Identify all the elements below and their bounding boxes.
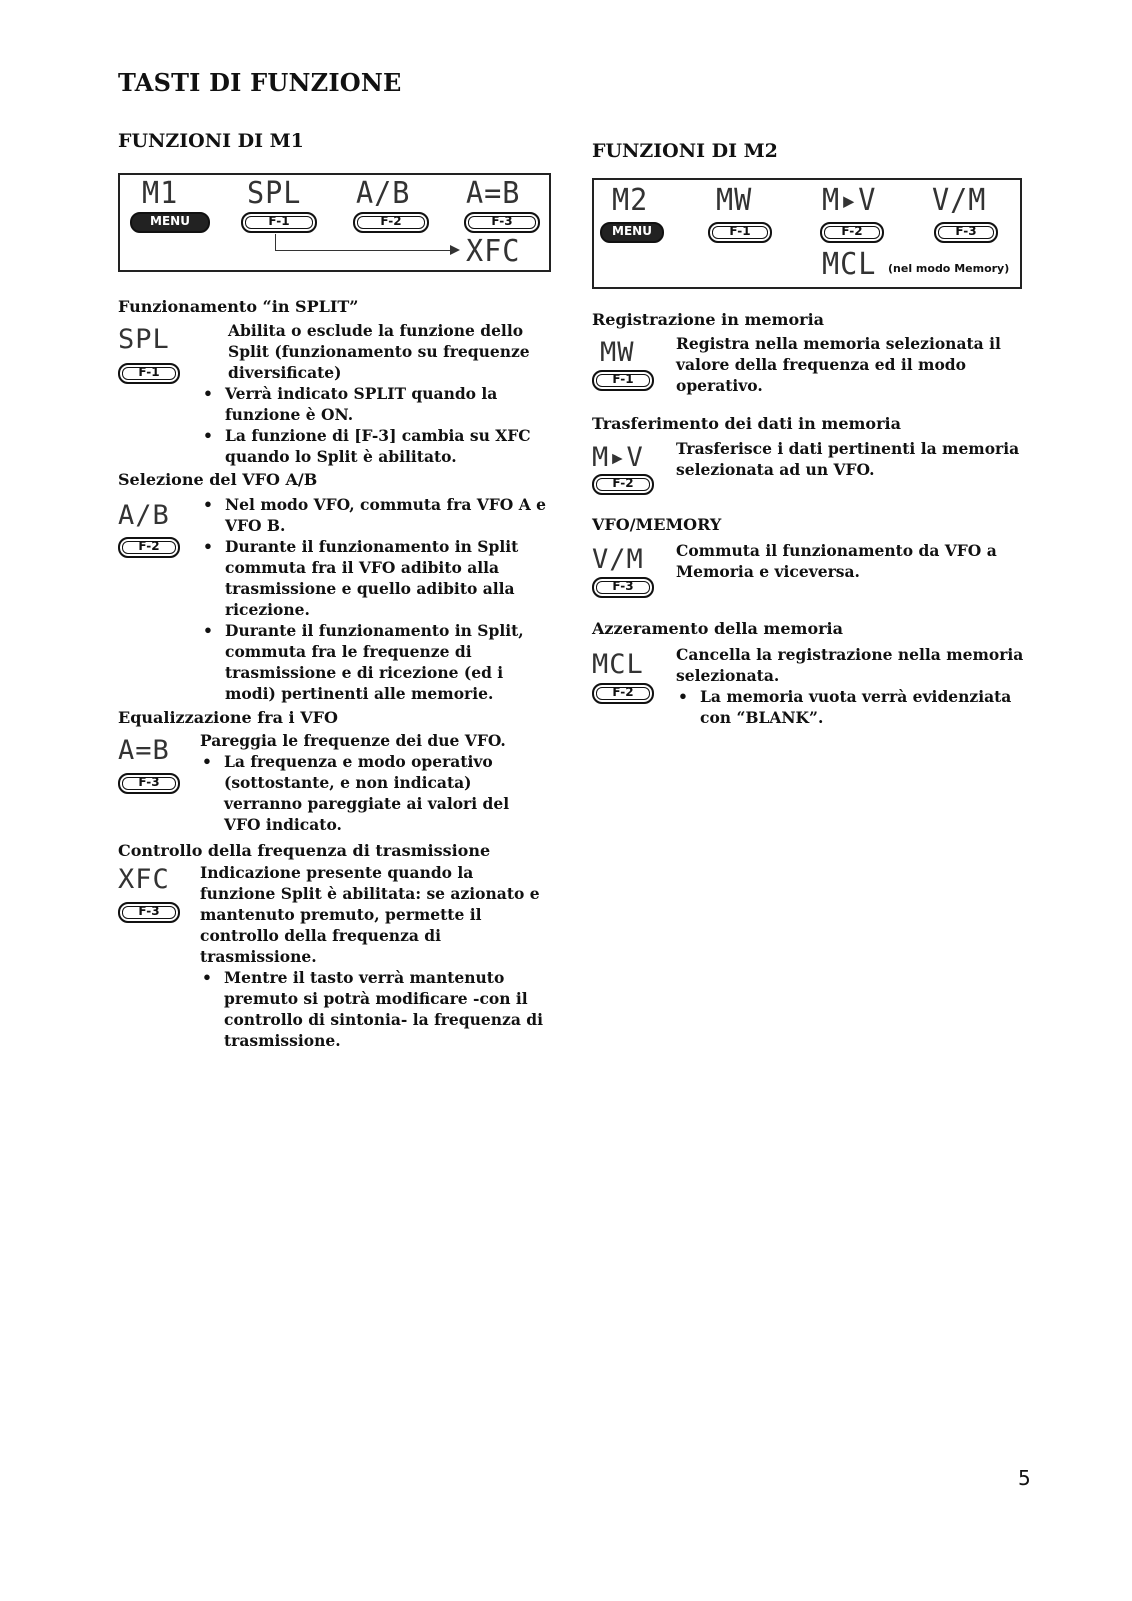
trasf-f2-key[interactable]: F-2 — [592, 474, 654, 495]
xfc-f3-key[interactable]: F-3 — [118, 902, 180, 923]
m1-lcd-aeb: A=B — [466, 176, 521, 211]
xfc-bullet-1: • Mentre il tasto verrà mantenuto premuto si potrà modificare -con il controllo di sintonia- la frequenza di trasmissione. — [200, 967, 551, 1051]
xfc-description — [200, 862, 551, 1051]
m2-f2-key[interactable]: F-2 — [820, 222, 884, 243]
m2-lcd-vm: V/M — [932, 183, 987, 218]
azz-bullet-1: • La memoria vuota verrà evidenziata con “BLANK”. — [676, 686, 1026, 728]
m2-lcd-mtv: M▸V — [822, 183, 877, 218]
vfomem-text: Commuta il funzionamento da VFO a Memoria e viceversa. — [676, 541, 997, 581]
m2-lcd-mw: MW — [716, 183, 753, 218]
m1-heading: FUNZIONI DI M1 — [118, 130, 304, 152]
xfc-lcd: XFC — [118, 864, 170, 895]
equal-description — [200, 730, 551, 835]
split-lcd: SPL — [118, 324, 170, 355]
azz-description — [676, 644, 1026, 728]
vfo-description — [201, 494, 551, 704]
split-bullet-2: • La funzione di [F-3] cambia su XFC quando lo Split è abilitato. — [201, 425, 551, 467]
vfo-item-1: • Nel modo VFO, commuta fra VFO A e VFO B. — [201, 494, 551, 536]
azz-f2-key[interactable]: F-2 — [592, 683, 654, 704]
m2-lcd-panel — [592, 178, 1022, 289]
m2-memory-mode-note: (nel modo Memory) — [888, 262, 1010, 275]
equal-bullet-1: • La frequenza e modo operativo (sottostante, e non indicata) verranno pareggiate ai valori del VFO indicato. — [200, 751, 551, 835]
page-number: 5 — [1018, 1466, 1031, 1490]
vfo-f2-key[interactable]: F-2 — [118, 537, 180, 558]
m1-f3-key[interactable]: F-3 — [464, 212, 540, 233]
split-description — [201, 320, 551, 467]
m2-heading: FUNZIONI DI M2 — [592, 140, 778, 162]
split-bullet-1: • Verrà indicato SPLIT quando la funzione è ON. — [201, 383, 551, 425]
vfomem-heading: VFO/MEMORY — [592, 515, 722, 534]
m1-lcd-xfc: XFC — [466, 234, 521, 269]
vfo-lcd: A/B — [118, 500, 170, 531]
equal-f3-key[interactable]: F-3 — [118, 773, 180, 794]
m1-xfc-arrow-line — [275, 234, 452, 251]
reg-f1-key[interactable]: F-1 — [592, 370, 654, 391]
trasf-lcd: M▸V — [592, 442, 644, 473]
reg-heading: Registrazione in memoria — [592, 310, 825, 329]
m2-f3-key[interactable]: F-3 — [934, 222, 998, 243]
trasf-text: Trasferisce i dati pertinenti la memoria selezionata ad un VFO. — [676, 439, 1020, 479]
vfo-heading: Selezione del VFO A/B — [118, 470, 318, 489]
xfc-text: Indicazione presente quando la funzione Split è abilitata: se azionato e mantenuto premuto, permette il controllo della frequenza di trasmissione. — [200, 863, 540, 966]
azz-text: Cancella la registrazione nella memoria selezionata. — [676, 645, 1024, 685]
vfomem-f3-key[interactable]: F-3 — [592, 577, 654, 598]
reg-description — [676, 333, 1026, 396]
m2-lcd-mcl: MCL — [822, 247, 877, 282]
m1-xfc-arrow-head — [450, 245, 460, 255]
equal-heading: Equalizzazione fra i VFO — [118, 708, 338, 727]
page-title: TASTI DI FUNZIONE — [118, 68, 402, 97]
xfc-heading: Controllo della frequenza di trasmissione — [118, 841, 491, 860]
m1-lcd-m1: M1 — [142, 176, 179, 211]
trasf-heading: Trasferimento dei dati in memoria — [592, 414, 901, 433]
split-heading: Funzionamento “in SPLIT” — [118, 297, 359, 316]
m1-f2-key[interactable]: F-2 — [353, 212, 429, 233]
azz-lcd: MCL — [592, 649, 644, 680]
split-f1-key[interactable]: F-1 — [118, 363, 180, 384]
m1-lcd-ab: A/B — [356, 176, 411, 211]
m1-f1-key[interactable]: F-1 — [241, 212, 317, 233]
m2-lcd-m2: M2 — [612, 183, 649, 218]
m2-f1-key[interactable]: F-1 — [708, 222, 772, 243]
m1-lcd-panel — [118, 173, 551, 272]
m1-menu-key[interactable]: MENU — [130, 212, 210, 233]
m2-menu-key[interactable]: MENU — [600, 222, 664, 243]
reg-text: Registra nella memoria selezionata il valore della frequenza ed il modo operativo. — [676, 334, 1001, 395]
vfomem-description — [676, 540, 1026, 582]
reg-lcd: MW — [600, 337, 635, 368]
vfo-item-2: • Durante il funzionamento in Split commuta fra il VFO adibito alla trasmissione e quello adibito alla ricezione. — [201, 536, 551, 620]
equal-lcd: A=B — [118, 735, 170, 766]
azz-heading: Azzeramento della memoria — [592, 619, 843, 638]
equal-text: Pareggia le frequenze dei due VFO. — [200, 731, 506, 750]
trasf-description — [676, 438, 1026, 480]
split-text: Abilita o esclude la funzione dello Split (funzionamento su frequenze diversificate) — [228, 321, 530, 382]
vfomem-lcd: V/M — [592, 544, 644, 575]
m1-lcd-spl: SPL — [247, 176, 302, 211]
vfo-item-3: • Durante il funzionamento in Split, commuta fra le frequenze di trasmissione e di ricezione (ed i modi) pertinenti alle memorie. — [201, 620, 551, 704]
